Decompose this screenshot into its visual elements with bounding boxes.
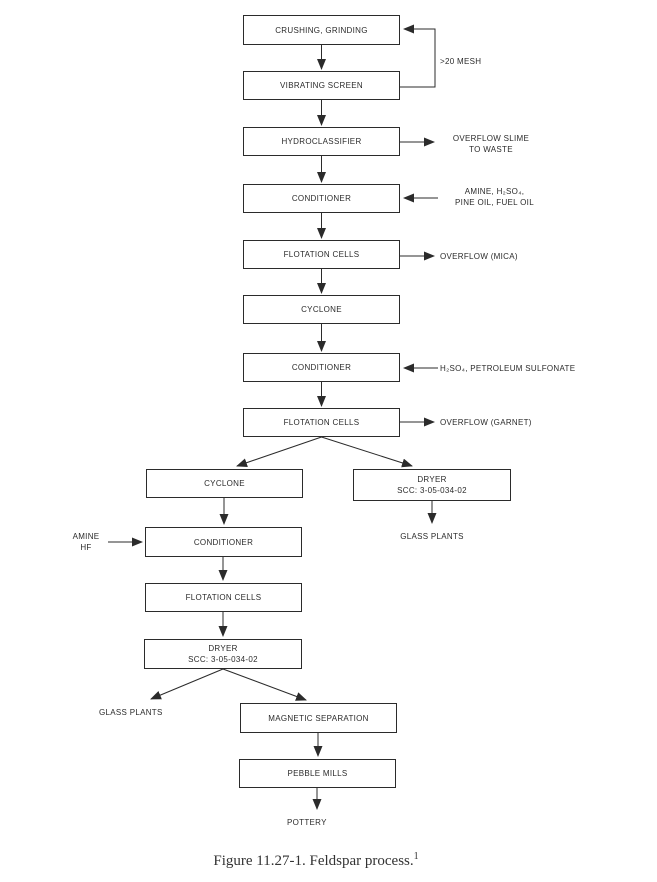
- figure-caption-footnote: 1: [413, 851, 419, 862]
- arrow-dryer2-to-glass-plants: [151, 669, 223, 699]
- node-label: HYDROCLASSIFIER: [281, 137, 362, 146]
- arrow-flotation2-to-cyclone2: [237, 437, 322, 466]
- label-pottery: POTTERY: [287, 818, 327, 827]
- label-line: PINE OIL, FUEL OIL: [455, 198, 534, 207]
- figure-caption: [0, 853, 632, 870]
- label-amine-h2so4-pine-fuel: [437, 186, 552, 208]
- node-dryer-2: [144, 639, 302, 669]
- node-conditioner-1: [243, 184, 400, 213]
- node-label: FLOTATION CELLS: [185, 593, 262, 602]
- node-label: CONDITIONER: [291, 363, 352, 372]
- node-label: CYCLONE: [301, 305, 342, 314]
- node-label: PEBBLE MILLS: [287, 769, 348, 778]
- figure-caption-text: Figure 11.27-1. Feldspar process.: [213, 853, 414, 869]
- scc-code: SCC: 3-05-034-02: [188, 655, 258, 664]
- node-label: CRUSHING, GRINDING: [275, 25, 368, 35]
- node-vibrating-screen: [243, 71, 400, 100]
- label-20-mesh: >20 MESH: [440, 57, 482, 66]
- label-line: HF: [80, 543, 92, 552]
- node-conditioner-3: [145, 527, 302, 557]
- node-flotation-cells-2: [243, 408, 400, 437]
- node-pebble-mills: [239, 759, 396, 788]
- node-label: MAGNETIC SEPARATION: [268, 713, 369, 723]
- label-overflow-mica: OVERFLOW (MICA): [440, 252, 518, 261]
- node-magnetic-separation: [240, 703, 397, 733]
- node-conditioner-2: [243, 353, 400, 382]
- node-label: DRYER: [417, 475, 447, 484]
- node-hydroclassifier: [243, 127, 400, 156]
- node-label: FLOTATION CELLS: [283, 250, 360, 259]
- label-line: AMINE: [72, 532, 100, 541]
- label-glass-plants-right: GLASS PLANTS: [400, 532, 464, 541]
- label-h2so4-petroleum-sulfonate: H₂SO₄, PETROLEUM SULFONATE: [440, 364, 576, 373]
- label-glass-plants-left: GLASS PLANTS: [99, 708, 163, 717]
- node-flotation-cells-1: [243, 240, 400, 269]
- node-label: VIBRATING SCREEN: [280, 81, 363, 90]
- node-cyclone-2: [146, 469, 303, 498]
- node-label: CONDITIONER: [193, 537, 254, 547]
- arrow-mesh-recycle: [400, 29, 435, 87]
- label-line: TO WASTE: [469, 145, 513, 154]
- node-label: FLOTATION CELLS: [283, 418, 360, 427]
- node-label: CYCLONE: [204, 479, 245, 488]
- node-dryer-1: [353, 469, 511, 501]
- label-amine-hf: [62, 531, 110, 553]
- node-label: CONDITIONER: [291, 194, 352, 203]
- node-crushing-grinding: [243, 15, 400, 45]
- scc-code: SCC: 3-05-034-02: [397, 486, 467, 495]
- label-line: AMINE, H₂SO₄,: [464, 187, 525, 196]
- label-overflow-garnet: OVERFLOW (GARNET): [440, 418, 532, 427]
- node-label: DRYER: [208, 644, 238, 653]
- label-line: OVERFLOW SLIME: [452, 134, 530, 143]
- label-overflow-slime: [439, 133, 543, 155]
- arrow-flotation2-to-dryer1: [322, 437, 413, 466]
- arrow-dryer2-to-magnetic: [223, 669, 306, 700]
- node-flotation-cells-3: [145, 583, 302, 612]
- node-cyclone-1: [243, 295, 400, 324]
